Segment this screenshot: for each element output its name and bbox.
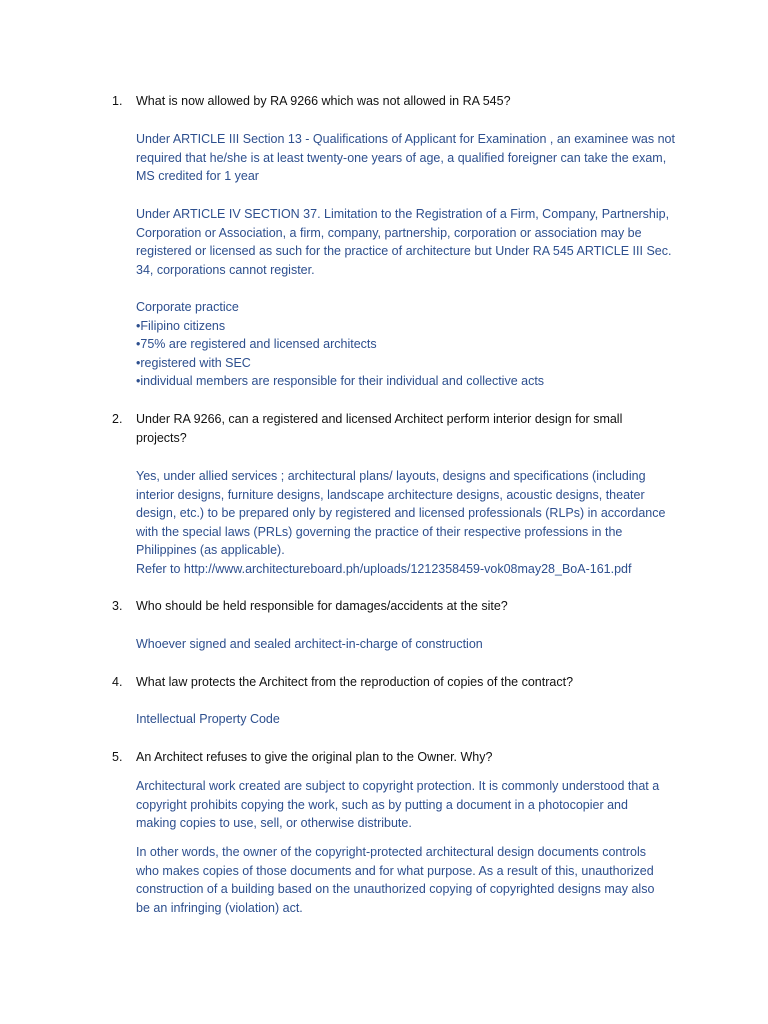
- reference-link[interactable]: Refer to http://www.architectureboard.ph/uploads/1212358459-vok08may28_BoA-161.pdf: [136, 561, 632, 576]
- list-item: •Filipino citizens: [136, 318, 226, 333]
- answer-line: copyright prohibits copying the work, such as by putting a document in a photocopier and: [136, 797, 628, 812]
- answer-line: Under ARTICLE IV SECTION 37. Limitation to the Registration of a Firm, Company, Partnership,: [136, 207, 670, 221]
- list-item: •registered with SEC: [136, 355, 251, 370]
- question-text: [136, 748, 676, 767]
- list-item: •individual members are responsible for their individual and collective acts: [136, 374, 545, 389]
- question-text: [136, 673, 676, 692]
- answer-line: be an infringing (violation) act.: [136, 900, 303, 915]
- answer-line: Corporation or Association, a firm, company, partnership, corporation or association may be: [136, 225, 642, 240]
- answer-line: interior designs, furniture designs, landscape architecture designs, acoustic designs, theater: [136, 487, 645, 502]
- question-line: Under RA 9266, can a registered and licensed Architect perform interior design for small: [136, 412, 623, 426]
- question-text: [136, 597, 676, 616]
- answer-line: Architectural work created are subject to copyright protection. It is commonly understood that a: [136, 779, 660, 793]
- question-line: Who should be held responsible for damages/accidents at the site?: [136, 599, 508, 613]
- question-number: 2.: [112, 412, 123, 426]
- question-line: What law protects the Architect from the reproduction of copies of the contract?: [136, 675, 574, 689]
- answer-line: Philippines (as applicable).: [136, 543, 285, 558]
- answer-paragraph: [136, 467, 684, 579]
- answer-line: design, etc.) to be prepared only by registered and licensed professionals (RLPs) in accordance: [136, 506, 666, 521]
- answer-line: 34, corporations cannot register.: [136, 262, 315, 277]
- question-text: [136, 410, 676, 447]
- answer-line: Yes, under allied services ; architectural plans/ layouts, designs and specifications (including: [136, 469, 646, 483]
- answer-line: MS credited for 1 year: [136, 169, 259, 184]
- answer-line: required that he/she is at least twenty-one years of age, a qualified foreigner can take the exam,: [136, 150, 667, 165]
- question-line: An Architect refuses to give the original plan to the Owner. Why?: [136, 750, 493, 764]
- answer-paragraph: [136, 710, 684, 729]
- answer-line: Under ARTICLE III Section 13 - Qualifications of Applicant for Examination , an examinee was not: [136, 132, 675, 146]
- answer-paragraph: [136, 130, 684, 186]
- answer-line: registered or licensed as such for the practice of architecture but Under RA 545 ARTICLE III Sec.: [136, 244, 672, 259]
- question-line: What is now allowed by RA 9266 which was not allowed in RA 545?: [136, 94, 511, 108]
- question-line: projects?: [136, 430, 187, 445]
- answer-paragraph: [136, 205, 684, 279]
- answer-line: who makes copies of those documents and for what purpose. As a result of this, unauthorized: [136, 863, 654, 878]
- answer-line: Intellectual Property Code: [136, 712, 280, 726]
- answer-paragraph: [136, 843, 684, 917]
- question-number: 5.: [112, 750, 123, 764]
- answer-line: with the special laws (PRLs) governing the practice of their respective professions in the: [136, 524, 623, 539]
- list-heading: Corporate practice: [136, 300, 239, 314]
- answer-line: Whoever signed and sealed architect-in-charge of construction: [136, 637, 483, 651]
- question-number: 1.: [112, 94, 123, 108]
- question-number: 3.: [112, 599, 123, 613]
- list-item: •75% are registered and licensed architects: [136, 337, 377, 352]
- question-number: 4.: [112, 675, 123, 689]
- answer-line: construction of a building based on the unauthorized copying of copyrighted designs may also: [136, 882, 655, 897]
- corporate-practice-list: [136, 298, 684, 391]
- answer-line: making copies to use, sell, or otherwise distribute.: [136, 816, 412, 831]
- answer-line: In other words, the owner of the copyright-protected architectural design documents controls: [136, 845, 646, 859]
- question-text: [136, 92, 676, 111]
- answer-paragraph: [136, 777, 684, 833]
- answer-paragraph: [136, 635, 684, 654]
